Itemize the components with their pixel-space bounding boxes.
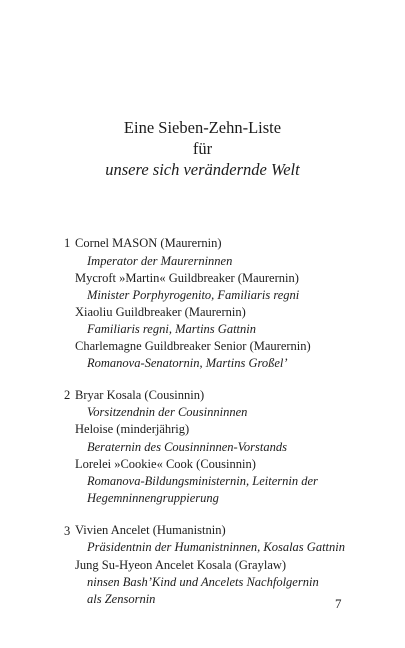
entry-role: Romanova-Bildungsministernin, Leiternin der <box>87 474 318 488</box>
entry-name: Vivien Ancelet (Humanistnin) <box>75 523 226 537</box>
group-number-2: 2 <box>64 388 71 402</box>
entry-name: Charlemagne Guildbreaker Senior (Maurernin) <box>75 339 311 353</box>
entry-name: Bryar Kosala (Cousinnin) <box>75 388 205 402</box>
entry-name: Cornel MASON (Maurernin) <box>75 236 222 250</box>
entry-role: Präsidentnin der Humanistninnen, Kosalas Gattnin <box>87 540 345 554</box>
title-line-3: unsere sich verändernde Welt <box>105 160 300 179</box>
entry-role: als Zensornin <box>87 592 156 606</box>
entry-name: Mycroft »Martin« Guildbreaker (Maurernin) <box>75 271 299 285</box>
entry-role: Vorsitzendnin der Cousinninnen <box>87 405 248 419</box>
entry-role: Beraternin des Cousinninnen-Vorstands <box>87 440 287 454</box>
entry-role: Minister Porphyrogenito, Familiaris regni <box>87 288 300 302</box>
entry-name: Lorelei »Cookie« Cook (Cousinnin) <box>75 457 256 471</box>
title-line-1: Eine Sieben-Zehn-Liste <box>123 118 282 137</box>
entry-name: Xiaoliu Guildbreaker (Maurernin) <box>75 305 246 319</box>
entry-role: Romanova-Senatornin, Martins Großel’ <box>87 356 288 370</box>
page-number: 7 <box>335 596 342 611</box>
group-number-1: 1 <box>64 236 71 250</box>
entry-role: ninsen Bash’Kind und Ancelets Nachfolgernin <box>87 575 319 589</box>
entry-role: Hegemninnengruppierung <box>87 491 219 505</box>
entry-name: Jung Su-Hyeon Ancelet Kosala (Graylaw) <box>75 558 287 572</box>
group-number-3: 3 <box>64 524 71 538</box>
entry-name: Heloise (minderjährig) <box>75 422 190 436</box>
entry-role: Familiaris regni, Martins Gattnin <box>87 322 256 336</box>
entry-role: Imperator der Maurerninnen <box>87 254 233 268</box>
title-line-2: für <box>192 139 213 158</box>
